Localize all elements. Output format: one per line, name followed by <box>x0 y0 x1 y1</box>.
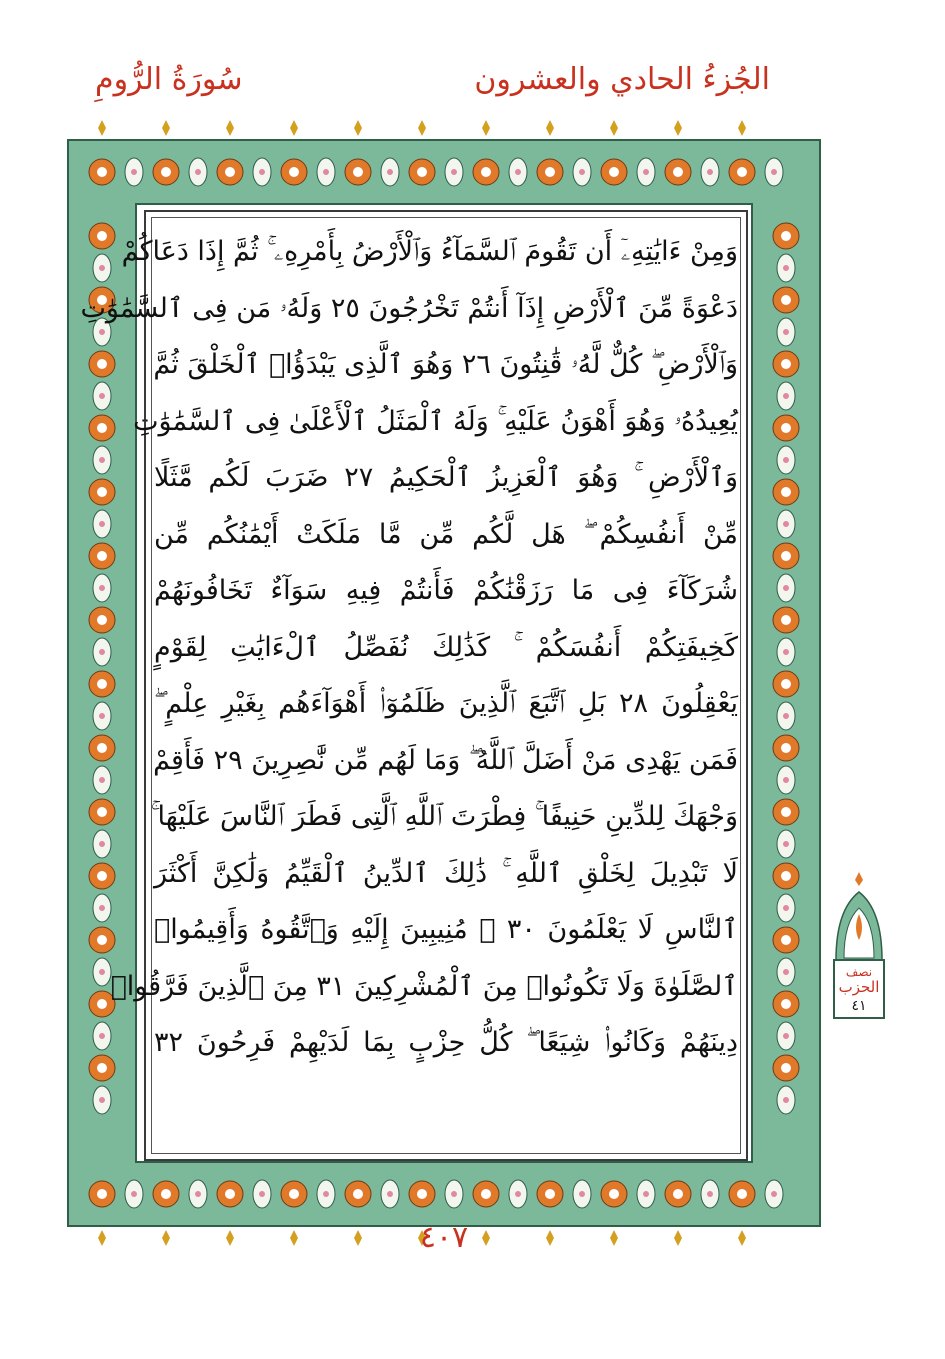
hizb-word-label: الحزب <box>838 978 880 996</box>
hizb-half-label: نصف <box>845 965 873 979</box>
text-line: لَا تَبْدِيلَ لِخَلْقِ ٱللَّهِ ۚ ذَٰلِكَ ٱلدِّينُ ٱلْقَيِّمُ وَلَٰكِنَّ أَكْثَرَ <box>154 857 738 889</box>
text-line: دَعْوَةً مِّنَ ٱلْأَرْضِ إِذَآ أَنتُمْ تَخْرُجُونَ ٢٥ وَلَهُۥ مَن فِى ٱلسَّمَٰوَٰتِ <box>80 292 738 324</box>
surah-title: سُورَةُ الرُّومِ <box>95 62 243 97</box>
page-number: ٤٠٧ <box>419 1220 469 1255</box>
hizb-marker <box>830 870 888 1020</box>
text-line: كَخِيفَتِكُمْ أَنفُسَكُمْ ۚ كَذَٰلِكَ نُفَصِّلُ ٱلْءَايَٰتِ لِقَوْمٍ <box>154 631 738 663</box>
quran-text-panel <box>80 210 748 1161</box>
text-line: وَٱلْأَرْضِ ۚ وَهُوَ ٱلْعَزِيزُ ٱلْحَكِيمُ ٢٧ ضَرَبَ لَكُم مَّثَلًا <box>154 462 738 493</box>
text-line: مِّنْ أَنفُسِكُمْ ۖ هَل لَّكُم مِّن مَّا مَلَكَتْ أَيْمَٰنُكُم مِّن <box>154 518 738 550</box>
text-line: دِينَهُمْ وَكَانُوا۟ شِيَعًا ۖ كُلُّ حِزْبٍ بِمَا لَدَيْهِمْ فَرِحُونَ ٣٢ <box>154 1027 738 1058</box>
text-line: وَمِنْ ءَايَٰتِهِۦٓ أَن تَقُومَ ٱلسَّمَآءُ وَٱلْأَرْضُ بِأَمْرِهِۦ ۚ ثُمَّ إِذَا دَعَاكُمْ <box>121 236 738 267</box>
text-line: ٱلنَّاسِ لَا يَعْلَمُونَ ٣٠ ۞ مُنِيبِينَ إِلَيْهِ وَٱتَّقُوهُ وَأَقِيمُوا۟ <box>154 914 739 945</box>
text-line: يَعْقِلُونَ ٢٨ بَلِ ٱتَّبَعَ ٱلَّذِينَ ظَلَمُوٓا۟ أَهْوَآءَهُم بِغَيْرِ عِلْمٍ ۖ <box>154 688 738 719</box>
text-line: يُعِيدُهُۥ وَهُوَ أَهْوَنُ عَلَيْهِ ۚ وَلَهُ ٱلْمَثَلُ ٱلْأَعْلَىٰ فِى ٱلسَّمَٰوَٰتِ <box>133 405 738 437</box>
text-line: ٱلصَّلَوٰةَ وَلَا تَكُونُوا۟ مِنَ ٱلْمُشْرِكِينَ ٣١ مِنَ ٱلَّذِينَ فَرَّقُوا۟ <box>110 970 738 1002</box>
text-line: وَٱلْأَرْضِ ۖ كُلٌّ لَّهُۥ قَٰنِتُونَ ٢٦ وَهُوَ ٱلَّذِى يَبْدَؤُا۟ ٱلْخَلْقَ ثُمَّ <box>153 349 738 380</box>
text-line: وَجْهَكَ لِلدِّينِ حَنِيفًا ۚ فِطْرَتَ ٱللَّهِ ٱلَّتِى فَطَرَ ٱلنَّاسَ عَلَيْهَا ۚ <box>150 801 738 832</box>
text-line: شُرَكَآءَ فِى مَا رَزَقْنَٰكُمْ فَأَنتُمْ فِيهِ سَوَآءٌ تَخَافُونَهُمْ <box>154 575 738 606</box>
juz-title: الجُزءُ الحادي والعشرون <box>474 62 770 97</box>
verse-lines <box>80 224 739 1149</box>
hizb-number: ٤١ <box>851 998 867 1014</box>
text-line: فَمَن يَهْدِى مَنْ أَضَلَّ ٱللَّهُ ۖ وَمَا لَهُم مِّن نَّٰصِرِينَ ٢٩ فَأَقِمْ <box>153 744 738 776</box>
